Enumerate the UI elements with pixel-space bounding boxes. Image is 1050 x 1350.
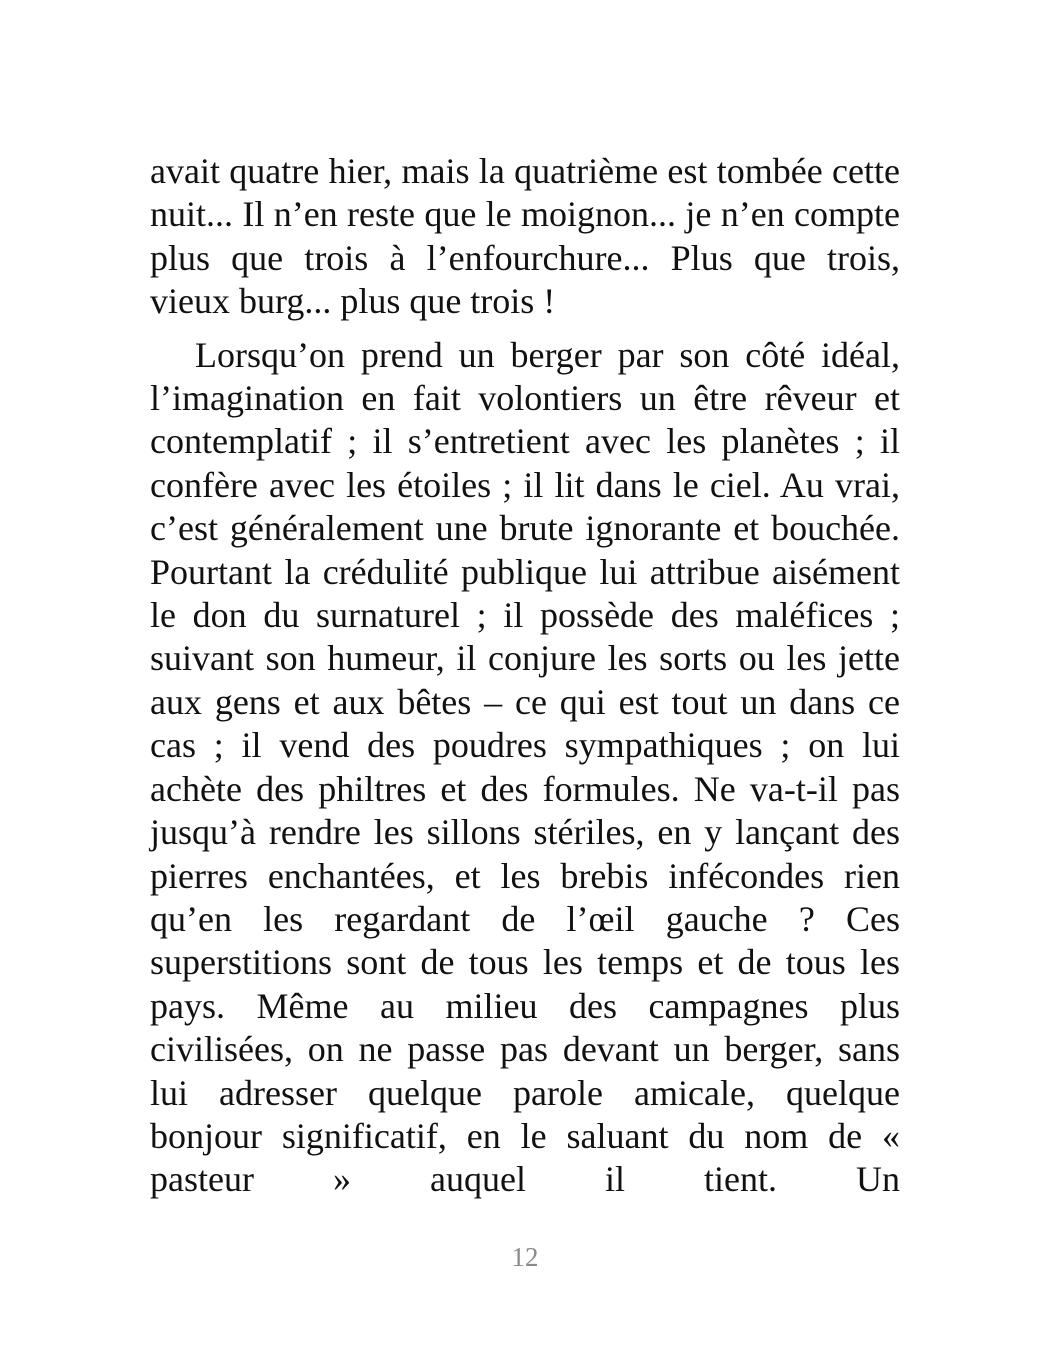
paragraph-continuation: avait quatre hier, mais la quatrième est tombée cette nuit... Il n’en reste que le moignon... je n’en compte plus que trois à l’enfourchure... Plus que trois, vieux burg... plus que trois ! [150,151,900,322]
body-text [150,150,900,1202]
paragraph-shepherd: Lorsqu’on prend un berger par son côté idéal, l’imagination en fait volontiers un être rêveur et contemplatif ; il s’entretient avec les planètes ; il confère avec les étoiles ; il lit dans le ciel. Au vrai, c’est généralement une brute ignorante et bouchée. Pourtant la crédulité publique lui attribue aisément le don du surnaturel ; il possède des maléfices ; suivant son humeur, il conjure les sorts ou les jette aux gens et aux bêtes – ce qui est tout un dans ce cas ; il vend des poudres sympathiques ; on lui achète des philtres et des formules. Ne va-t-il pas jusqu’à rendre les sillons stériles, en y lançant des pierres enchantées, et les brebis infécondes rien qu’en les regardant de l’œil gauche ? Ces superstitions sont de tous les temps et de tous les pays. Même au milieu des campagnes plus civilisées, on ne passe pas devant un berger, sans lui adresser quelque parole amicale, quelque bonjour significatif, en le saluant du nom de « pasteur » auquel il tient. Un [150,334,900,1200]
page-number: 12 [511,1242,539,1272]
